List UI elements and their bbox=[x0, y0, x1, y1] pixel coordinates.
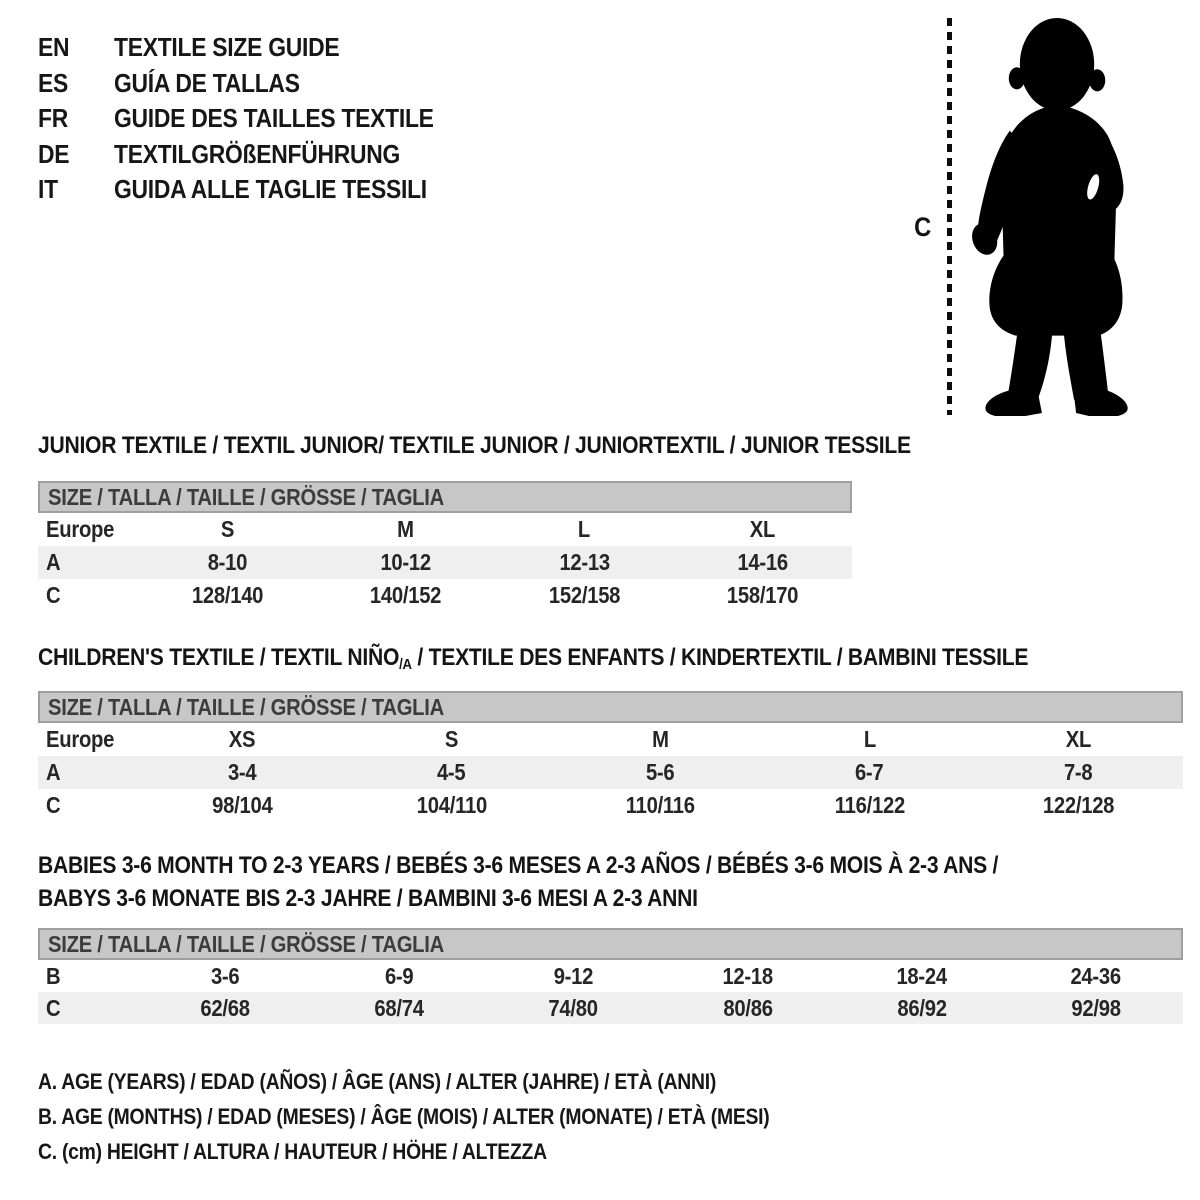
height-dashed-line bbox=[947, 18, 952, 415]
children-title-subscript: /A bbox=[399, 656, 412, 673]
size-column-cell: XL bbox=[1065, 726, 1092, 752]
children-columns-row bbox=[38, 723, 1183, 756]
size-column-cell: XL bbox=[750, 516, 776, 542]
height-value-cell: 92/98 bbox=[1071, 994, 1121, 1021]
language-code: EN bbox=[38, 32, 70, 63]
junior-section-title: JUNIOR TEXTILE / TEXTIL JUNIOR/ TEXTILE JUNIOR / JUNIORTEXTIL / JUNIOR TESSILE bbox=[38, 432, 911, 459]
note-age-months: B. AGE (MONTHS) / EDAD (MESES) / ÂGE (MOIS) / ALTER (MONATE) / ETÀ (MESI) bbox=[38, 1103, 770, 1129]
size-column-cell: S bbox=[220, 516, 234, 542]
height-value-cell: 140/152 bbox=[370, 582, 442, 608]
babies-size-table bbox=[38, 928, 1183, 1024]
children-age-row bbox=[38, 756, 1183, 789]
legend-notes bbox=[38, 1064, 869, 1169]
height-measure-label: C bbox=[914, 212, 932, 242]
age-value-cell: 10-12 bbox=[380, 549, 431, 575]
row-label-cell: C bbox=[46, 582, 61, 608]
junior-size-table bbox=[38, 481, 852, 612]
age-value-cell: 3-6 bbox=[210, 962, 240, 989]
height-value-cell: 68/74 bbox=[374, 994, 424, 1021]
children-height-row bbox=[38, 789, 1183, 822]
height-value-cell: 128/140 bbox=[191, 582, 263, 608]
babies-section-title bbox=[38, 849, 1129, 915]
row-label-cell: C bbox=[46, 792, 61, 818]
age-value-cell: 5-6 bbox=[646, 759, 675, 785]
age-value-cell: 12-13 bbox=[559, 549, 610, 575]
guide-title: GUIDA ALLE TAGLIE TESSILI bbox=[114, 174, 427, 205]
junior-columns-row bbox=[38, 513, 852, 546]
children-title-rest: / TEXTILE DES ENFANTS / KINDERTEXTIL / BAMBINI TESSILE bbox=[411, 644, 1029, 671]
babies-height-row bbox=[38, 992, 1183, 1024]
language-code: ES bbox=[38, 67, 69, 98]
children-section-title bbox=[38, 643, 1163, 679]
junior-size-header-bar: SIZE / TALLA / TAILLE / GRÖSSE / TAGLIA bbox=[38, 481, 852, 513]
language-code: FR bbox=[38, 103, 68, 134]
language-row bbox=[38, 137, 477, 173]
language-row bbox=[38, 66, 477, 102]
children-size-table bbox=[38, 691, 1183, 822]
age-value-cell: 9-12 bbox=[553, 962, 594, 989]
guide-title: TEXTILE SIZE GUIDE bbox=[114, 32, 340, 63]
babies-title-line1: BABIES 3-6 MONTH TO 2-3 YEARS / BEBÉS 3-6 MESES A 2-3 AÑOS / BÉBÉS 3-6 MOIS À 2-3 ANS / bbox=[38, 852, 999, 879]
row-label-cell: Europe bbox=[46, 516, 115, 542]
row-label-cell: B bbox=[46, 962, 61, 989]
language-row bbox=[38, 172, 477, 208]
age-value-cell: 12-18 bbox=[722, 962, 773, 989]
size-column-cell: XS bbox=[229, 726, 256, 752]
age-value-cell: 7-8 bbox=[1064, 759, 1093, 785]
age-value-cell: 3-4 bbox=[228, 759, 257, 785]
height-value-cell: 86/92 bbox=[897, 994, 947, 1021]
babies-age-row bbox=[38, 960, 1183, 992]
age-value-cell: 8-10 bbox=[207, 549, 247, 575]
children-size-header-bar: SIZE / TALLA / TAILLE / GRÖSSE / TAGLIA bbox=[38, 691, 1183, 723]
language-code: IT bbox=[38, 174, 58, 205]
junior-height-row bbox=[38, 579, 852, 612]
height-value-cell: 152/158 bbox=[548, 582, 620, 608]
age-value-cell: 14-16 bbox=[737, 549, 788, 575]
toddler-silhouette-icon bbox=[963, 14, 1145, 416]
note-height-cm: C. (cm) HEIGHT / ALTURA / HAUTEUR / HÖHE / ALTEZZA bbox=[38, 1138, 547, 1164]
row-label-cell: Europe bbox=[46, 726, 115, 752]
note-age-years: A. AGE (YEARS) / EDAD (AÑOS) / ÂGE (ANS) / ALTER (JAHRE) / ETÀ (ANNI) bbox=[38, 1068, 717, 1094]
size-column-cell: S bbox=[444, 726, 459, 752]
babies-size-header-bar: SIZE / TALLA / TAILLE / GRÖSSE / TAGLIA bbox=[38, 928, 1183, 960]
row-label-cell: A bbox=[46, 759, 61, 785]
height-value-cell: 158/170 bbox=[727, 582, 799, 608]
height-value-cell: 110/116 bbox=[625, 792, 696, 818]
height-value-cell: 62/68 bbox=[200, 994, 250, 1021]
junior-age-row bbox=[38, 546, 852, 579]
age-value-cell: 6-9 bbox=[385, 962, 414, 989]
height-value-cell: 116/122 bbox=[834, 792, 905, 818]
age-value-cell: 24-36 bbox=[1070, 962, 1122, 989]
size-column-cell: M bbox=[397, 516, 415, 542]
language-code: DE bbox=[38, 138, 70, 169]
guide-title: GUÍA DE TALLAS bbox=[114, 67, 300, 98]
row-label-cell: A bbox=[46, 549, 61, 575]
language-row bbox=[38, 30, 477, 66]
language-row bbox=[38, 101, 477, 137]
babies-title-line2: BABYS 3-6 MONATE BIS 2-3 JAHRE / BAMBINI 3-6 MESI A 2-3 ANNI bbox=[38, 885, 698, 912]
language-title-block bbox=[38, 30, 477, 208]
height-value-cell: 74/80 bbox=[548, 994, 599, 1021]
height-value-cell: 104/110 bbox=[416, 792, 487, 818]
row-label-cell: C bbox=[46, 994, 61, 1021]
guide-title: GUIDE DES TAILLES TEXTILE bbox=[114, 103, 434, 134]
size-column-cell: L bbox=[863, 726, 876, 752]
size-column-cell: L bbox=[578, 516, 591, 542]
guide-title: TEXTILGRÖßENFÜHRUNG bbox=[114, 138, 401, 169]
age-value-cell: 18-24 bbox=[896, 962, 947, 989]
height-value-cell: 122/128 bbox=[1042, 792, 1115, 818]
age-value-cell: 4-5 bbox=[437, 759, 466, 785]
age-value-cell: 6-7 bbox=[855, 759, 884, 785]
height-value-cell: 80/86 bbox=[722, 994, 773, 1021]
children-title-main: CHILDREN'S TEXTILE / TEXTIL NIÑO bbox=[38, 644, 400, 671]
height-value-cell: 98/104 bbox=[212, 792, 273, 818]
size-column-cell: M bbox=[652, 726, 669, 752]
